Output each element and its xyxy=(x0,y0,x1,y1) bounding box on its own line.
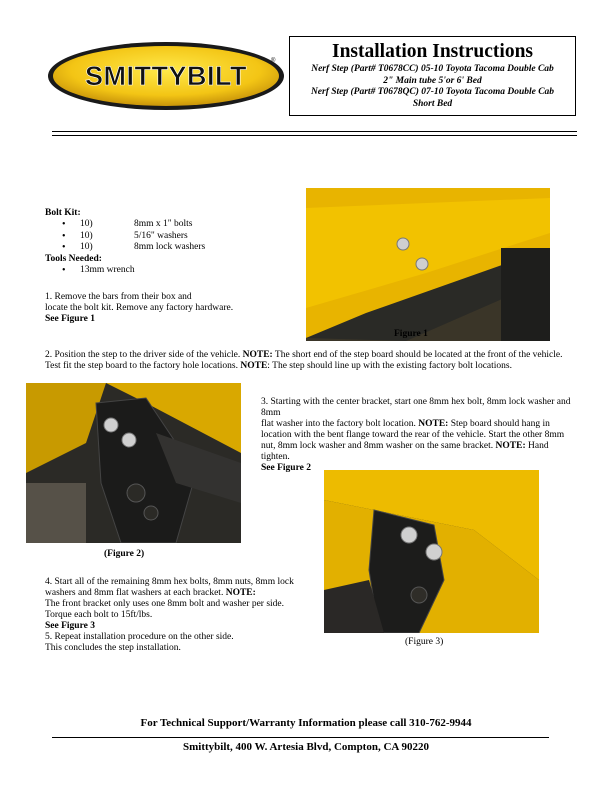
company-address: Smittybilt, 400 W. Artesia Blvd, Compton, CA 90220 xyxy=(183,741,429,753)
step-1-figure-ref: See Figure 1 xyxy=(45,314,95,324)
smittybilt-logo xyxy=(46,40,286,112)
figure-2-caption: (Figure 2) xyxy=(104,549,145,559)
list-item: • 10) 5/16" washers xyxy=(45,231,285,243)
step-5-line-1: 5. Repeat installation procedure on the other side. xyxy=(45,632,234,642)
subtitle-line-2: 2" Main tube 5'or 6' Bed xyxy=(383,75,482,86)
step-1-line-2: locate the bolt kit. Remove any factory hardware. xyxy=(45,303,234,313)
subtitle-line-3: Nerf Step (Part# T0678QC) 07-10 Toyota Tacoma Double Cab xyxy=(310,87,555,97)
step-4-figure-ref: See Figure 3 xyxy=(45,621,95,631)
subtitle-line-1: Nerf Step (Part# T0678CC) 05-10 Toyota Tacoma Double Cab xyxy=(311,64,554,74)
step-2-text: 2. Position the step to the driver side of the vehicle. NOTE: The short end of the step board should be located at the front of the vehicle. Test fit the step board to the factory hole locations. NOTE: The step should line up with the existing factory bolt locations. xyxy=(45,350,563,371)
figure-1-caption: Figure 1 xyxy=(394,329,428,339)
bolt-kit-heading: Bolt Kit: xyxy=(45,208,81,218)
step-3-text: 3. Starting with the center bracket, start one 8mm hex bolt, 8mm lock washer and 8mm flat washer into the factory bolt location. NOTE: Step board should hang in location with the bent flange toward the rear of the vehicle. Start the other 8mm nut, 8mm lock washer and 8mm washer on the same bracket. NOTE: Hand tighten. See Figure 2 xyxy=(261,397,571,473)
tools-heading: Tools Needed: xyxy=(45,253,102,264)
footer-divider xyxy=(52,737,549,738)
svg-text:®: ® xyxy=(271,58,276,64)
list-item: • 10) 8mm x 1" bolts xyxy=(45,219,285,231)
figure-2-photo xyxy=(26,383,241,543)
step-5-line-2: This concludes the step installation. xyxy=(45,643,181,653)
step-3-figure-ref: See Figure 2 xyxy=(261,463,311,473)
list-item: • 10) 8mm lock washers xyxy=(45,242,285,254)
figure-1-photo xyxy=(306,188,550,341)
step-1-line-1: 1. Remove the bars from their box and xyxy=(45,292,192,302)
step-4-5-text: 4. Start all of the remaining 8mm hex bolts, 8mm nuts, 8mm lock washers and 8mm flat washers at each bracket. NOTE: The front bracket only uses one 8mm bolt and washer per side. Torque each bolt to 15ft/lbs. See Figure 3 5. Repeat installation procedure on the other side. This concludes the step installation. xyxy=(45,577,310,654)
svg-text:SMITTYBILT: SMITTYBILT xyxy=(85,61,247,91)
bolt-kit-section xyxy=(45,208,285,325)
subtitle-line-4: Short Bed xyxy=(412,98,453,109)
figure-3-caption: (Figure 3) xyxy=(405,637,444,647)
title-box xyxy=(289,36,576,116)
support-line: For Technical Support/Warranty Information please call 310-762-9944 xyxy=(140,717,472,729)
figure-3-photo xyxy=(324,470,539,633)
list-item: • 13mm wrench xyxy=(45,265,285,277)
header-divider xyxy=(52,131,577,136)
document-title: Installation Instructions xyxy=(332,41,533,62)
